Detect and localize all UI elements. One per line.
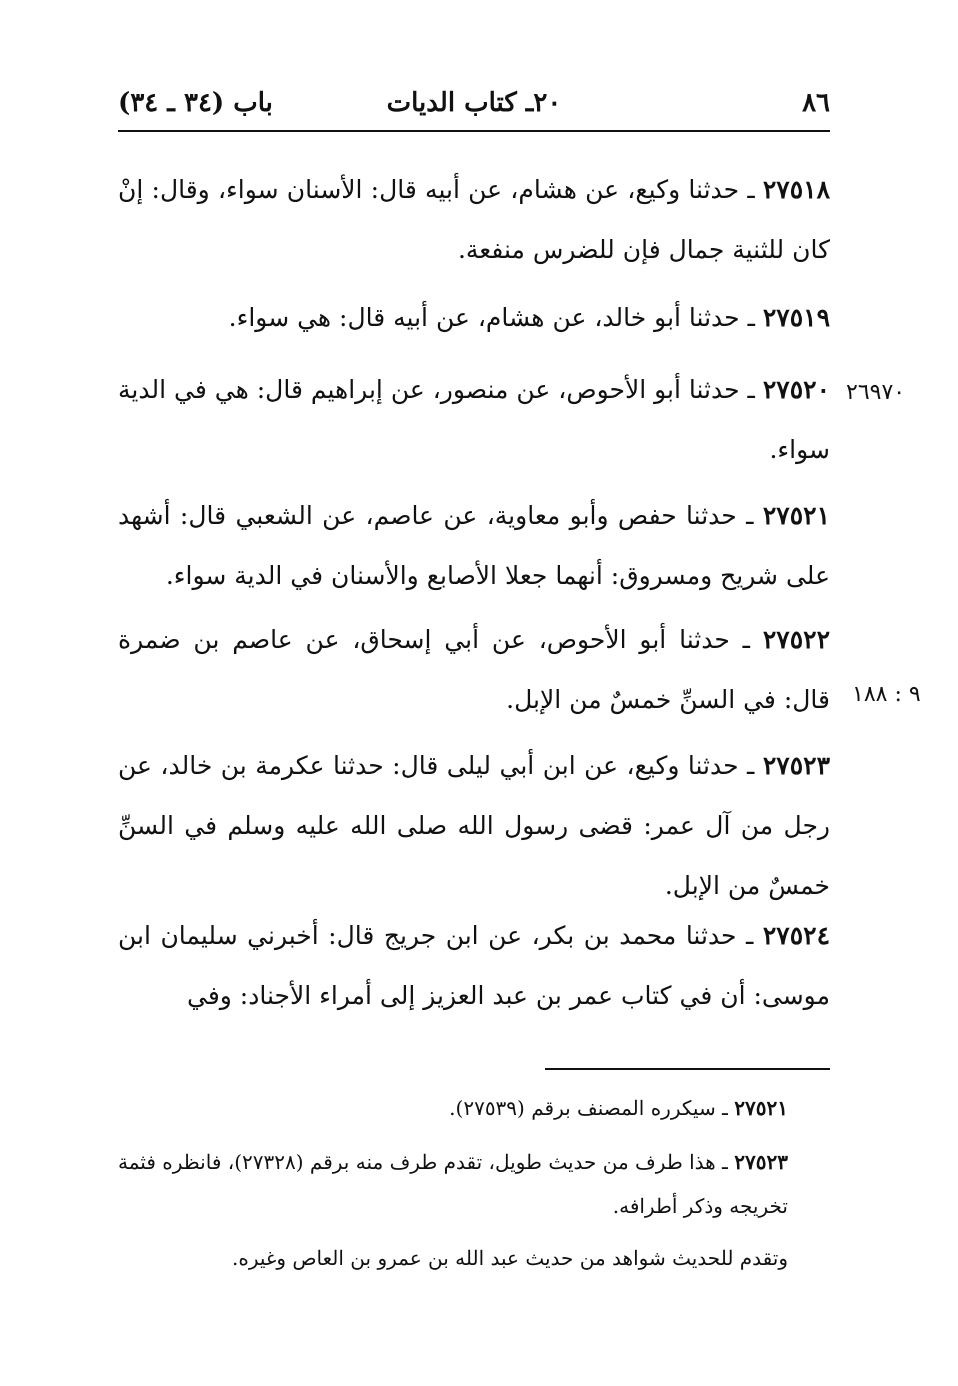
hadith-text: ـ حدثنا وكيع، عن هشام، عن أبيه قال: الأسنان سواء، وقال: إنْ كان للثنية جمال فإن للضرس منفعة. [118,175,830,264]
hadith-paragraph [118,288,830,348]
hadith-paragraph [118,360,830,480]
hadith-number: ٢٧٥٢٢ [762,625,830,654]
hadith-number: ٢٧٥١٨ [762,175,830,204]
footnote [118,1140,788,1228]
hadith-text: ـ حدثنا أبو الأحوص، عن أبي إسحاق، عن عاصم بن ضمرة قال: في السنِّ خمسٌ من الإبل. [118,625,830,714]
hadith-paragraph [118,736,830,916]
chapter-title: ٢٠ـ كتاب الديات [386,88,562,118]
page-number: ٨٦ [802,88,830,118]
hadith-paragraph [118,486,830,606]
footnote [118,1086,788,1130]
margin-reference: ٢٦٩٧٠ [846,380,906,405]
footnote-number: ٢٧٥٢٣ [734,1150,789,1174]
section-title: باب (٣٤ ـ ٣٤) [118,88,273,118]
footnote-text: ـ سيكرره المصنف برقم (٢٧٥٣٩). [449,1096,728,1120]
page-header [118,88,830,124]
margin-reference: ٩ : ١٨٨ [852,682,921,707]
hadith-paragraph [118,610,830,730]
footnote-text: ـ هذا طرف من حديث طويل، تقدم طرف منه برقم (٢٧٣٢٨)، فانظره فثمة تخريجه وذكر أطرافه. [118,1150,788,1218]
hadith-text: ـ حدثنا وكيع، عن ابن أبي ليلى قال: حدثنا عكرمة بن خالد، عن رجل من آل عمر: قضى رسول الله صلى الله عليه وسلم في السنِّ خمسٌ من الإبل. [118,751,830,900]
hadith-number: ٢٧٥١٩ [762,303,830,332]
footnote-divider [545,1068,830,1070]
hadith-text: ـ حدثنا أبو خالد، عن هشام، عن أبيه قال: هي سواء. [228,303,755,332]
header-divider [118,130,830,132]
hadith-number: ٢٧٥٢٠ [762,375,830,404]
footnote-text: وتقدم للحديث شواهد من حديث عبد الله بن عمرو بن العاص وغيره. [231,1246,788,1270]
hadith-paragraph [118,160,830,280]
hadith-text: ـ حدثنا أبو الأحوص، عن منصور، عن إبراهيم قال: هي في الدية سواء. [118,375,830,464]
hadith-number: ٢٧٥٢٤ [762,921,831,950]
hadith-text: ـ حدثنا محمد بن بكر، عن ابن جريج قال: أخبرني سليمان ابن موسى: أن في كتاب عمر بن عبد العزيز إلى أمراء الأجناد: وفي [118,921,830,1010]
hadith-number: ٢٧٥٢٣ [762,751,830,780]
footnote-number: ٢٧٥٢١ [734,1096,788,1120]
hadith-paragraph [118,906,830,1026]
hadith-text: ـ حدثنا حفص وأبو معاوية، عن عاصم، عن الشعبي قال: أشهد على شريح ومسروق: أنهما جعلا الأصابع والأسنان في الدية سواء. [118,501,830,590]
footnote [118,1236,788,1280]
hadith-number: ٢٧٥٢١ [762,501,830,530]
